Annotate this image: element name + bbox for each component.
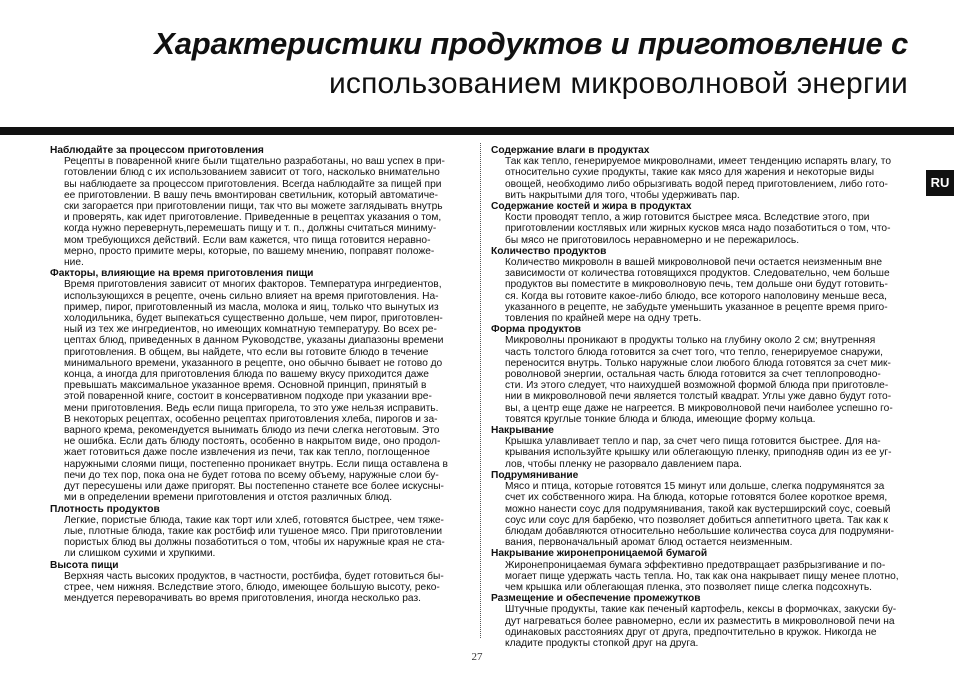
section (491, 593, 905, 649)
section (491, 246, 905, 324)
text-line: наружными слоями пищи, постепенно проникает внутрь. Если пища оставлена в (64, 458, 448, 470)
section-body (505, 257, 905, 324)
text-line: переносится внутрь. Только наружные слои любого блюда готовятся за счет мик- (505, 357, 891, 369)
text-line: Кости проводят тепло, а жир готовится быстрее мяса. Вследствие этого, при (505, 212, 870, 224)
text-line: ли слишком сухими и хрупкими. (64, 548, 216, 560)
section-body (505, 560, 905, 594)
section-heading: Наблюдайте за процессом приготовления (50, 145, 264, 156)
section (491, 548, 905, 593)
left-column (50, 145, 463, 604)
header-rule (0, 127, 954, 135)
section-heading: Количество продуктов (491, 245, 607, 257)
text-line: дут нагреваться более равномерно, если их разместить в микроволновой печи на (505, 615, 895, 627)
text-line: продуктов вы поместите в микроволновую печь, тем дольше они будут готовить- (505, 279, 888, 291)
text-line: ее приготовлении. В вашу печь вмонтирован светильник, который автоматиче- (64, 189, 439, 201)
right-column (491, 145, 905, 649)
section (491, 425, 905, 470)
text-line: Рецепты в поваренной книге были тщательно разработаны, но ваш успех в при- (64, 156, 445, 168)
text-line: чем крышка или облегающая пленка, это позволяет пище слегка подсохнуть. (505, 581, 872, 593)
text-line: счет их собственного жира. На блюда, которые готовятся более короткое время, (505, 492, 888, 504)
text-line: кладите продукты стопкой друг на друга. (505, 637, 699, 649)
column-divider (480, 143, 481, 638)
text-line: не ошибка. Если дать блюду постоять, особенно в накрытом виде, оно продол- (64, 436, 441, 448)
section-body (505, 212, 905, 246)
text-line: одинаковых расстояниях друг от друга, предпочтительно в кружок. Никогда не (505, 626, 877, 638)
text-line: роволновой энергии, остальная часть блюда готовится за счет теплопроводно- (505, 369, 881, 381)
text-line: мендуется переворачивать во время приготовления, иногда несколько раз. (64, 593, 421, 605)
section-body (505, 481, 905, 548)
text-line: варного крема, рекомендуется вынимать блюдо из печи слегка неготовым. Это (64, 425, 440, 437)
text-line: приготовлении костлявых или жирных кусков мяса надо позаботиться о том, что- (505, 223, 891, 235)
section (50, 560, 463, 605)
section-body (64, 571, 463, 605)
section-body (64, 279, 463, 503)
text-line: этой поваренной книге, состоит в консервативном подходе при указании вре- (64, 391, 432, 403)
section-heading: Форма продуктов (491, 324, 582, 336)
text-line: часть толстого блюда готовится за счет того, что тепло, генерируемое снаружи, (505, 346, 883, 358)
section (50, 145, 463, 268)
text-line: лов, чтобы пленку не разорвало давлением пара. (505, 458, 742, 470)
text-line: превышать максимальное указанное время. Основной принцип, принятый в (64, 380, 427, 392)
text-line: товятся круглые тонкие блюда и блюда, имеющие форму кольца. (505, 413, 816, 425)
section (491, 201, 905, 246)
section-body (64, 515, 463, 560)
text-line: использующихся в рецепте, очень сильно влияет на время приготовления. На- (64, 290, 439, 302)
text-line: Верхняя часть высоких продуктов, в частности, ростбифа, будет готовиться бы- (64, 570, 444, 582)
section-body (505, 156, 905, 201)
section (50, 268, 463, 503)
section-body (505, 335, 905, 425)
section-heading: Накрывание (491, 425, 554, 437)
section (491, 324, 905, 425)
text-line: Время приготовления зависит от многих факторов. Температура ингредиентов, (64, 279, 442, 291)
text-line: лые, плотные блюда, такие как ростбиф или тушеное мясо. При приготовлении (64, 525, 443, 537)
text-line: блюдам добавляются относительно небольшие количества соуса для подрумяни- (505, 525, 895, 537)
text-line: овощей, необходимо либо обрызгивать водой перед приготовлением, либо гото- (505, 178, 888, 190)
section-heading: Плотность продуктов (50, 503, 160, 515)
text-line: соус или соус для барбекю, что позволяет добиться аппетитного цвета. Так как к (505, 514, 888, 526)
text-line: сти. Из этого следует, что наихудшей возможной формой блюда при приготовле- (505, 380, 889, 392)
text-line: нии в микроволновой печи является толстый квадрат. Углы уже давно будут гото- (505, 391, 892, 403)
text-line: Количество микроволн в вашей микроволновой печи остается неизменным вне (505, 257, 883, 269)
section-heading: Факторы, влияющие на время приготовления пищи (50, 268, 314, 280)
text-line: могает пище удержать часть тепла. Но, так как она накрывает пищу менее плотно, (505, 570, 899, 582)
text-line: Штучные продукты, такие как печеный картофель, кексы в формочках, закуски бу- (505, 604, 897, 616)
section (491, 470, 905, 548)
text-line: Микроволны проникают в продукты только на глубину около 2 см; внутренняя (505, 335, 876, 347)
section-heading: Высота пищи (50, 559, 119, 571)
text-line: мом требующихся действий. Если вам кажется, что пища готовится неравно- (64, 234, 431, 246)
section-body (505, 604, 905, 649)
text-line: Жиронепроницаемая бумага эффективно предотвращает разбрызгивание и по- (505, 559, 886, 571)
text-line: вания, первоначальный аромат блюд остается неизменным. (505, 537, 793, 549)
text-line: когда нужно перевернуть,перемешать пищу и т. п., должны считаться миниму- (64, 223, 437, 235)
text-line: В некоторых рецептах, особенно рецептах приготовления хлеба, пирогов и за- (64, 413, 438, 425)
text-line: пример, пирог, приготовленный из масла, молока и яиц, только что вынутых из (64, 301, 439, 313)
text-line: крывания используйте крышку или облегающую пленку, приподняв один из ее уг- (505, 447, 892, 459)
section-heading: Содержание костей и жира в продуктах (491, 201, 692, 213)
text-line: ся. Когда вы готовите какое-либо блюдо, все которого наполовину меньше веса, (505, 290, 887, 302)
section-heading: Подрумянивание (491, 469, 579, 481)
text-line: жает готовиться даже после извлечения из печи, так как тепло, поглощенное (64, 447, 430, 459)
page-title-line2: использованием микроволновой энергии (328, 67, 908, 100)
text-line: печи до тех пор, пока она не будет готова по всему объему, наружные слои бу- (64, 469, 439, 481)
section-body (64, 156, 463, 268)
text-line: ми в определении времени приготовления и отстоя различных блюд. (64, 492, 393, 504)
text-line: пористых блюд вы должны позаботиться о том, чтобы их наружные края не ста- (64, 537, 445, 549)
text-line: бы мясо не приготовилось неравномерно и не пережарилось. (505, 234, 800, 246)
language-tab: RU (926, 170, 954, 196)
text-line: мени приготовления. Ведь если пища пригорела, то это уже нельзя исправить. (64, 402, 439, 414)
text-line: мерно, просто примите меры, которые, по вашему мнению, поправят положе- (64, 245, 435, 257)
text-line: Крышка улавливает тепло и пар, за счет чего пища готовится быстрее. Для на- (505, 436, 881, 448)
section-body (505, 436, 905, 470)
text-line: ние. (64, 257, 84, 269)
text-line: готовлении блюд с их использованием зависит от того, насколько внимательно (64, 167, 440, 179)
text-line: дут пересушены или даже пригорят. Вы постепенно станете все более искусны- (64, 481, 444, 493)
text-line: ный из тех же ингредиентов, но имеющих комнатную температуру. Во всех ре- (64, 324, 437, 336)
page-number: 27 (471, 651, 483, 663)
text-line: конца, а иногда для приготовления блюда по вашему вкусу приходится даже (64, 369, 429, 381)
text-line: ски загорается при приготовлении пищи, так что вы можете заглядывать внутрь (64, 201, 443, 213)
text-line: минимального времени, указанного в рецепте, оно обычно бывает не готово до (64, 357, 443, 369)
text-line: указанного в рецепте, не забудьте уменьшить указанное в рецепте время приго- (505, 301, 888, 313)
text-line: Мясо и птица, которые готовятся 15 минут или дольше, слегка подрумянятся за (505, 481, 885, 493)
section (491, 145, 905, 201)
text-line: можно нанести соус для подрумянивания, такой как вустерширский соус, соевый (505, 503, 891, 515)
text-line: и проверять, как идет приготовление. Приведенные в рецептах указания о том, (64, 212, 442, 224)
section-heading: Размещение и обеспечение промежутков (491, 593, 701, 605)
text-line: Так как тепло, генерируемое микроволнами, имеет тенденцию испарять влагу, то (505, 156, 892, 168)
section (50, 504, 463, 560)
text-line: холодильника, будет выпекаться существенно дольше, чем пирог, приготовлен- (64, 313, 443, 325)
text-line: относительно сухие продукты, такие как мясо для жарения и некоторые виды (505, 167, 875, 179)
text-line: товления по крайней мере на одну треть. (505, 313, 702, 325)
text-line: вы наблюдаете за процессом приготовления. Всегда наблюдайте за пищей при (64, 178, 442, 190)
text-line: стрее, чем нижняя. Вследствие этого, блюдо, имеющее большую высоту, реко- (64, 581, 440, 593)
text-line: вить накрытыми для того, чтобы удерживать пар. (505, 189, 740, 201)
section-heading: Накрывание жиронепроницаемой бумагой (491, 548, 708, 560)
text-line: Легкие, пористые блюда, такие как торт или хлеб, готовятся быстрее, чем тяже- (64, 514, 444, 526)
text-line: цептах блюд, приведенных в данном Руководстве, указаны диапазоны времени (64, 335, 444, 347)
section-heading: Содержание влаги в продуктах (491, 145, 650, 156)
text-line: зависимости от количества готовящихся продуктов. Следовательно, чем больше (505, 268, 890, 280)
page-title-line1: Характеристики продуктов и приготовление с (154, 26, 908, 61)
text-line: приготовления. В общем, вы найдете, что если вы готовите блюдо в течение (64, 346, 429, 358)
text-line: вы, а центр еще даже не нагреется. В микроволновой печи наиболее успешно го- (505, 402, 893, 414)
